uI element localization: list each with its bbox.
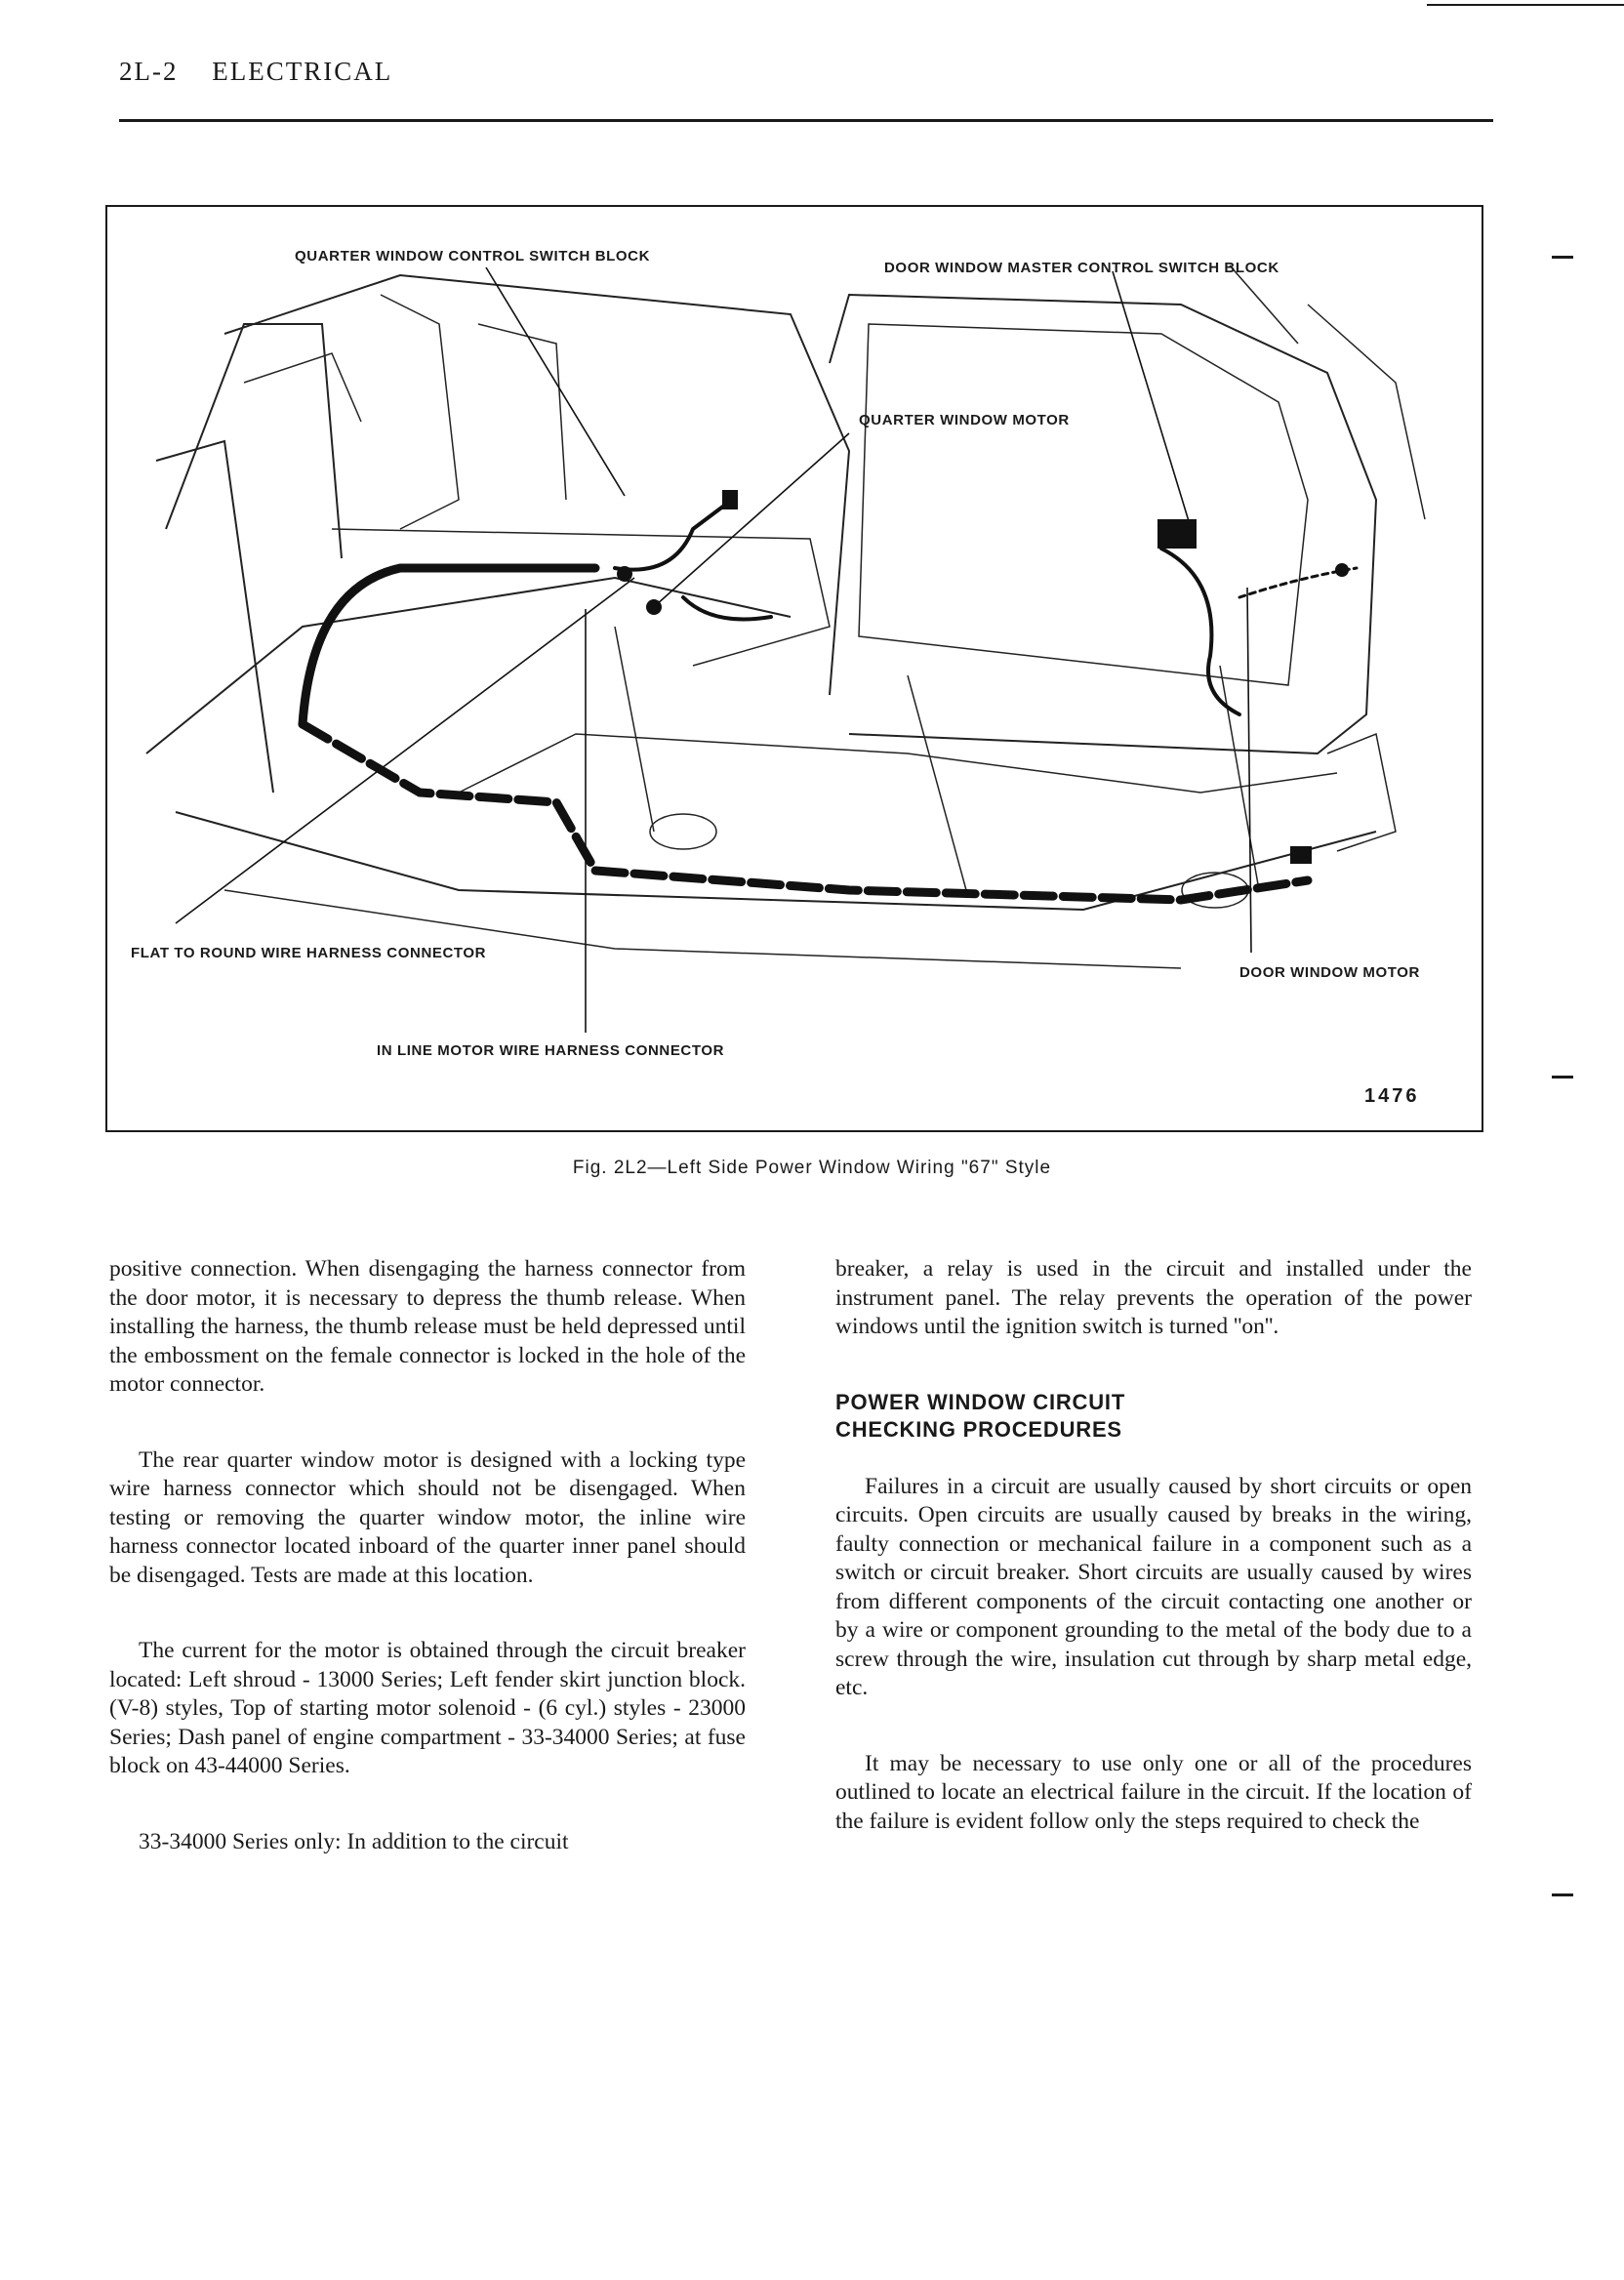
wiring-illustration: [107, 207, 1482, 1130]
page-number: 2L-2: [119, 57, 179, 86]
left-column: [109, 1255, 746, 1903]
paragraph: It may be necessary to use only one or all of the procedures outlined to locate an electrical failure in the circuit. If the location of the failure is evident follow only the steps required to check the: [835, 1750, 1472, 1834]
figure-caption: Fig. 2L2—Left Side Power Window Wiring "67" Style: [572, 1158, 1052, 1178]
paragraph: positive connection. When disengaging the harness connector from the door motor, it is necessary to depress the thumb release. When installing the harness, the thumb release must be held depressed until the embossment on the female connector is locked in the hole of the motor connector.: [109, 1256, 746, 1397]
section-title: ELECTRICAL: [212, 57, 393, 86]
section-heading-line: POWER WINDOW CIRCUIT: [835, 1389, 1126, 1414]
page-header: [119, 57, 392, 87]
label-quarter-window-switch: QUARTER WINDOW CONTROL SWITCH BLOCK: [295, 248, 651, 265]
section-heading: [835, 1389, 1472, 1444]
wiring-figure: [105, 205, 1483, 1132]
label-door-master-switch: DOOR WINDOW MASTER CONTROL SWITCH BLOCK: [884, 260, 1279, 276]
header-rule: [119, 119, 1493, 122]
paragraph: The current for the motor is obtained through the circuit breaker located: Left shroud - 13000 Series; Left fender skirt junction block. (V-8) styles, Top of starting motor solenoid - (6 cyl.) styles - 23000 Series; Dash panel of engine compartment - 33-34000 Series; at fuse block on 43-44000 Series.: [109, 1638, 746, 1778]
margin-mark: [1552, 1893, 1573, 1896]
label-quarter-window-motor: QUARTER WINDOW MOTOR: [859, 412, 1070, 428]
margin-mark: [1552, 1076, 1573, 1079]
corner-rule: [1427, 4, 1624, 6]
paragraph: Failures in a circuit are usually caused by short circuits or open circuits. Open circuits are usually caused by breaks in the wiring, faulty connection or mechanical failure in a component such as a switch or circuit breaker. Short circuits are usually caused by wires from different components of the circuit contacting one another or by a wire or component grounding to the metal of the body due to a screw through the wire, insulation cut through by sharp metal edge, etc.: [835, 1473, 1472, 1700]
right-column: [835, 1255, 1472, 1883]
paragraph: 33-34000 Series only: In addition to the circuit: [139, 1828, 569, 1854]
paragraph: The rear quarter window motor is designed with a locking type wire harness connector which should not be disengaged. When testing or removing the quarter window motor, the inline wire harness connector located inboard of the quarter inner panel should be disengaged. Tests are made at this location.: [109, 1446, 746, 1588]
margin-mark: [1552, 256, 1573, 259]
figure-number: 1476: [1364, 1085, 1420, 1107]
label-inline-connector: IN LINE MOTOR WIRE HARNESS CONNECTOR: [377, 1042, 725, 1059]
section-heading-line: CHECKING PROCEDURES: [835, 1416, 1122, 1442]
paragraph: breaker, a relay is used in the circuit and installed under the instrument panel. The relay prevents the operation of the power windows until the ignition switch is turned ''on''.: [835, 1256, 1472, 1339]
label-door-window-motor: DOOR WINDOW MOTOR: [1239, 964, 1420, 981]
label-flat-round-connector: FLAT TO ROUND WIRE HARNESS CONNECTOR: [131, 945, 487, 961]
